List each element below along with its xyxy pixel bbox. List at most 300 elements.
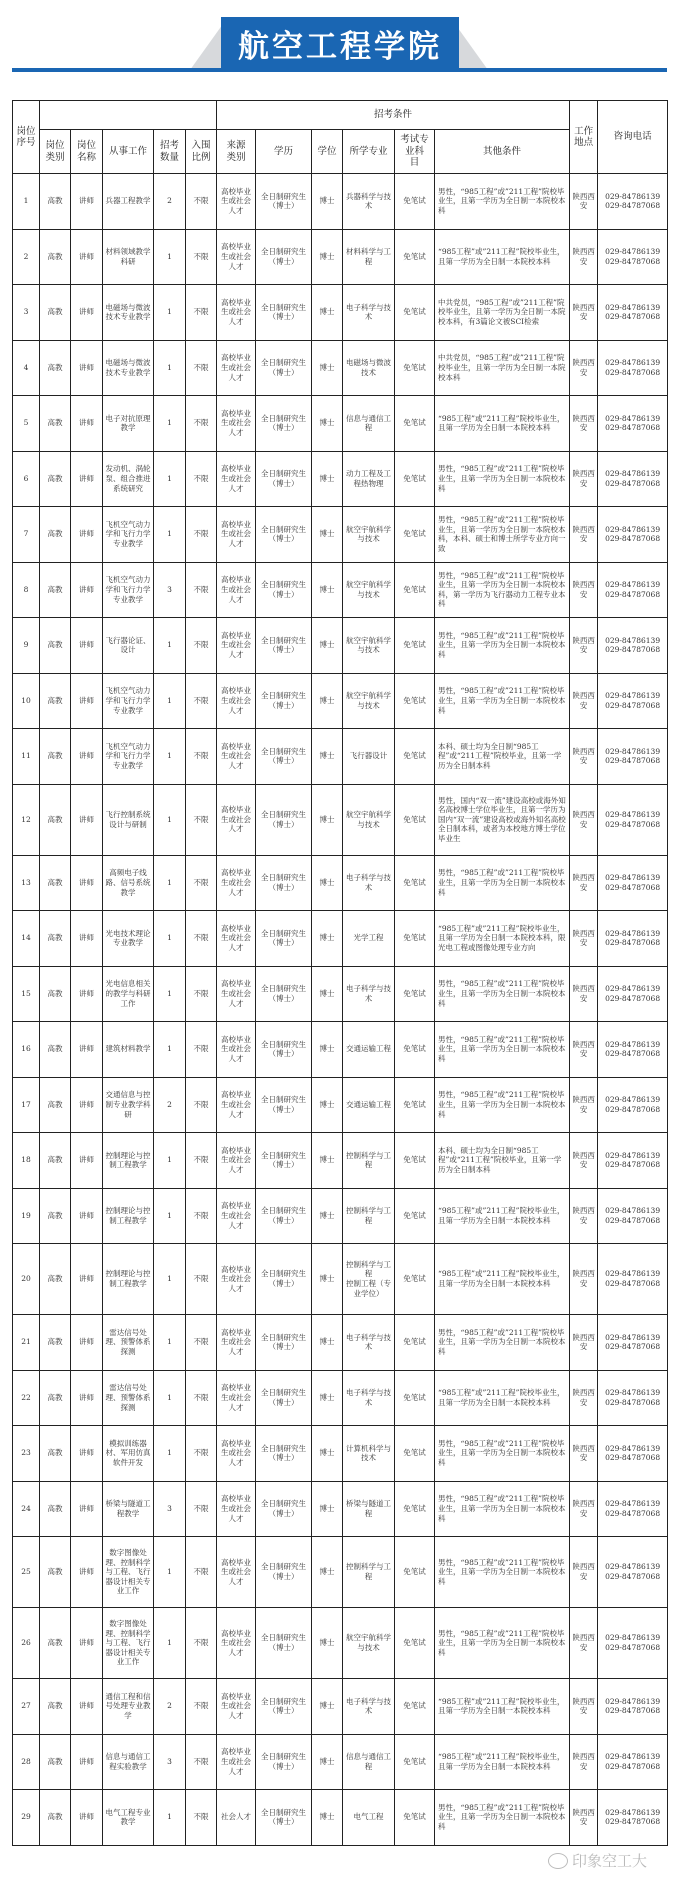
cell-job: 雷达信号处理、预警体系探测	[103, 1315, 154, 1371]
cell-position: 讲师	[71, 1370, 103, 1426]
cell-major: 控制科学与工程	[343, 1188, 395, 1244]
cell-quota: 1	[154, 618, 186, 674]
cell-other: 男性，“985工程”或”211工程”院校毕业生，且第一学历为全日制一本院校本科	[435, 673, 570, 729]
cell-education: 全日制研究生（博士）	[256, 285, 312, 341]
cell-position: 讲师	[71, 784, 103, 855]
cell-ratio: 不限	[186, 1133, 217, 1189]
cell-job: 数字图像处理、控制科学与工程、飞行器设计相关专业工作	[103, 1537, 154, 1608]
cell-major: 飞行器设计	[343, 729, 395, 785]
cell-position: 讲师	[71, 174, 103, 230]
cell-other: “985工程”或”211工程”院校毕业生，且第一学历为全日制一本院校本科	[435, 1734, 570, 1790]
cell-location: 陕西西安	[570, 1022, 598, 1078]
cell-education: 全日制研究生（博士）	[256, 1077, 312, 1133]
cell-ratio: 不限	[186, 1370, 217, 1426]
cell-major: 电子科学与技术	[343, 285, 395, 341]
cell-job: 光电技术理论专业教学	[103, 911, 154, 967]
cell-education: 全日制研究生（博士）	[256, 1370, 312, 1426]
header-degree: 学位	[312, 130, 343, 174]
cell-quota: 1	[154, 1608, 186, 1679]
cell-category: 高教	[40, 1022, 71, 1078]
cell-source: 高校毕业生或社会人才	[217, 1481, 256, 1537]
wechat-icon	[548, 1853, 568, 1869]
cell-job: 飞行控制系统设计与研制	[103, 784, 154, 855]
table-row	[13, 1537, 668, 1608]
cell-ratio: 不限	[186, 855, 217, 911]
cell-job: 电气工程专业教学	[103, 1790, 154, 1846]
cell-ratio: 不限	[186, 1315, 217, 1371]
cell-exam: 免笔试	[395, 1481, 435, 1537]
cell-ratio: 不限	[186, 1244, 217, 1315]
cell-quota: 2	[154, 174, 186, 230]
cell-degree: 博士	[312, 1537, 343, 1608]
cell-degree: 博士	[312, 396, 343, 452]
header-seq: 岗位 序号	[13, 101, 40, 174]
cell-major: 材料科学与工程	[343, 229, 395, 285]
cell-major: 控制科学与工程	[343, 1537, 395, 1608]
cell-exam: 免笔试	[395, 1077, 435, 1133]
cell-major: 计算机科学与技术	[343, 1426, 395, 1482]
table-row	[13, 855, 668, 911]
cell-source: 高校毕业生或社会人才	[217, 855, 256, 911]
cell-category: 高教	[40, 1133, 71, 1189]
cell-degree: 博士	[312, 229, 343, 285]
cell-source: 高校毕业生或社会人才	[217, 507, 256, 563]
cell-other: “985工程”或”211工程”院校毕业生，且第一学历为全日制一本院校本科，限光电工程或图像处理专业方向	[435, 911, 570, 967]
cell-degree: 博士	[312, 340, 343, 396]
cell-seq: 25	[13, 1537, 40, 1608]
cell-source: 高校毕业生或社会人才	[217, 1426, 256, 1482]
cell-exam: 免笔试	[395, 1188, 435, 1244]
cell-seq: 13	[13, 855, 40, 911]
cell-phone: 029-84786139 029-84787068	[598, 729, 668, 785]
cell-phone: 029-84786139 029-84787068	[598, 1188, 668, 1244]
cell-exam: 免笔试	[395, 1022, 435, 1078]
cell-exam: 免笔试	[395, 966, 435, 1022]
cell-job: 控制理论与控制工程教学	[103, 1188, 154, 1244]
cell-category: 高教	[40, 1537, 71, 1608]
cell-other: “985工程”或”211工程”院校毕业生，且第一学历为全日制一本院校本科	[435, 1679, 570, 1735]
cell-other: 男性，“985工程”或”211工程”院校毕业生，且第一学历为全日制一本院校本科，第一学历为飞行器动力工程专业本科	[435, 562, 570, 618]
section-title: 航空工程学院	[221, 17, 459, 70]
cell-location: 陕西西安	[570, 1734, 598, 1790]
cell-ratio: 不限	[186, 1077, 217, 1133]
cell-location: 陕西西安	[570, 1370, 598, 1426]
cell-major: 电子科学与技术	[343, 1370, 395, 1426]
cell-ratio: 不限	[186, 1481, 217, 1537]
cell-position: 讲师	[71, 673, 103, 729]
table-row	[13, 966, 668, 1022]
cell-source: 高校毕业生或社会人才	[217, 1022, 256, 1078]
cell-exam: 免笔试	[395, 340, 435, 396]
cell-phone: 029-84786139 029-84787068	[598, 1370, 668, 1426]
cell-position: 讲师	[71, 340, 103, 396]
table-row	[13, 1734, 668, 1790]
cell-quota: 1	[154, 451, 186, 507]
cell-exam: 免笔试	[395, 618, 435, 674]
cell-major: 航空宇航科学与技术	[343, 507, 395, 563]
cell-phone: 029-84786139 029-84787068	[598, 1133, 668, 1189]
table-row	[13, 1608, 668, 1679]
cell-quota: 1	[154, 911, 186, 967]
cell-position: 讲师	[71, 1188, 103, 1244]
cell-quota: 1	[154, 507, 186, 563]
cell-quota: 1	[154, 1244, 186, 1315]
cell-phone: 029-84786139 029-84787068	[598, 1790, 668, 1846]
cell-job: 建筑材料教学	[103, 1022, 154, 1078]
cell-source: 高校毕业生或社会人才	[217, 1188, 256, 1244]
header-exam: 考试专 业科 目	[395, 130, 435, 174]
cell-ratio: 不限	[186, 229, 217, 285]
cell-ratio: 不限	[186, 285, 217, 341]
cell-ratio: 不限	[186, 507, 217, 563]
cell-job: 电磁场与微波技术专业教学	[103, 340, 154, 396]
cell-location: 陕西西安	[570, 174, 598, 230]
cell-degree: 博士	[312, 1315, 343, 1371]
cell-location: 陕西西安	[570, 1077, 598, 1133]
cell-phone: 029-84786139 029-84787068	[598, 340, 668, 396]
cell-other: 男性，“985工程”或”211工程”院校毕业生，且第一学历为全日制一本院校本科	[435, 1608, 570, 1679]
cell-education: 全日制研究生（博士）	[256, 174, 312, 230]
cell-degree: 博士	[312, 1188, 343, 1244]
cell-seq: 28	[13, 1734, 40, 1790]
cell-degree: 博士	[312, 174, 343, 230]
cell-category: 高教	[40, 1315, 71, 1371]
cell-position: 讲师	[71, 911, 103, 967]
cell-position: 讲师	[71, 1315, 103, 1371]
cell-job: 控制理论与控制工程教学	[103, 1244, 154, 1315]
table-row	[13, 562, 668, 618]
cell-source: 高校毕业生或社会人才	[217, 784, 256, 855]
table-row	[13, 396, 668, 452]
cell-seq: 2	[13, 229, 40, 285]
cell-exam: 免笔试	[395, 1133, 435, 1189]
cell-other: 本科、硕士均为全日制“985工程”或“211工程”院校毕业，且第一学历为全日制本科	[435, 729, 570, 785]
cell-education: 全日制研究生（博士）	[256, 340, 312, 396]
cell-quota: 2	[154, 1077, 186, 1133]
cell-location: 陕西西安	[570, 1244, 598, 1315]
cell-job: 材料领域教学科研	[103, 229, 154, 285]
cell-position: 讲师	[71, 451, 103, 507]
cell-other: 男性，“985工程”或”211工程”院校毕业生，且第一学历为全日制一本院校本科	[435, 1537, 570, 1608]
table-row	[13, 174, 668, 230]
cell-exam: 免笔试	[395, 1608, 435, 1679]
cell-location: 陕西西安	[570, 1315, 598, 1371]
cell-seq: 18	[13, 1133, 40, 1189]
cell-exam: 免笔试	[395, 673, 435, 729]
recruitment-table	[12, 100, 668, 1846]
cell-ratio: 不限	[186, 1188, 217, 1244]
cell-source: 高校毕业生或社会人才	[217, 1537, 256, 1608]
cell-quota: 1	[154, 1315, 186, 1371]
cell-job: 飞机空气动力学和飞行力学专业教学	[103, 673, 154, 729]
cell-category: 高教	[40, 396, 71, 452]
cell-job: 发动机、涡轮泵、组合推进系统研究	[103, 451, 154, 507]
cell-category: 高教	[40, 673, 71, 729]
cell-education: 全日制研究生（博士）	[256, 729, 312, 785]
cell-phone: 029-84786139 029-84787068	[598, 784, 668, 855]
header-major: 所学专业	[343, 130, 395, 174]
cell-exam: 免笔试	[395, 729, 435, 785]
cell-quota: 1	[154, 1133, 186, 1189]
table-row	[13, 285, 668, 341]
cell-education: 全日制研究生（博士）	[256, 1188, 312, 1244]
cell-source: 高校毕业生或社会人才	[217, 562, 256, 618]
cell-degree: 博士	[312, 1790, 343, 1846]
cell-category: 高教	[40, 1790, 71, 1846]
cell-education: 全日制研究生（博士）	[256, 1481, 312, 1537]
cell-quota: 1	[154, 1426, 186, 1482]
cell-position: 讲师	[71, 396, 103, 452]
cell-category: 高教	[40, 340, 71, 396]
cell-position: 讲师	[71, 1426, 103, 1482]
cell-job: 桥梁与隧道工程教学	[103, 1481, 154, 1537]
cell-exam: 免笔试	[395, 1790, 435, 1846]
cell-quota: 1	[154, 396, 186, 452]
cell-seq: 22	[13, 1370, 40, 1426]
cell-job: 飞机空气动力学和飞行力学专业教学	[103, 562, 154, 618]
cell-seq: 24	[13, 1481, 40, 1537]
cell-position: 讲师	[71, 966, 103, 1022]
cell-quota: 2	[154, 1679, 186, 1735]
cell-job: 飞行器论证、设计	[103, 618, 154, 674]
cell-major: 电气工程	[343, 1790, 395, 1846]
cell-phone: 029-84786139 029-84787068	[598, 1244, 668, 1315]
cell-job: 飞机空气动力学和飞行力学专业教学	[103, 507, 154, 563]
cell-location: 陕西西安	[570, 229, 598, 285]
table-row	[13, 729, 668, 785]
cell-location: 陕西西安	[570, 1481, 598, 1537]
cell-quota: 1	[154, 1790, 186, 1846]
cell-other: 男性，“985工程”或”211工程”院校毕业生，且第一学历为全日制一本院校本科	[435, 1481, 570, 1537]
cell-job: 雷达信号处理、预警体系探测	[103, 1370, 154, 1426]
cell-degree: 博士	[312, 1244, 343, 1315]
banner-underline	[12, 68, 667, 72]
cell-category: 高教	[40, 784, 71, 855]
cell-education: 全日制研究生（博士）	[256, 1244, 312, 1315]
cell-degree: 博士	[312, 1133, 343, 1189]
cell-exam: 免笔试	[395, 1426, 435, 1482]
cell-degree: 博士	[312, 1077, 343, 1133]
cell-education: 全日制研究生（博士）	[256, 507, 312, 563]
cell-phone: 029-84786139 029-84787068	[598, 911, 668, 967]
cell-major: 信息与通信工程	[343, 396, 395, 452]
cell-category: 高教	[40, 1679, 71, 1735]
cell-seq: 10	[13, 673, 40, 729]
cell-source: 高校毕业生或社会人才	[217, 729, 256, 785]
header-other: 其他条件	[435, 130, 570, 174]
cell-major: 桥梁与隧道工程	[343, 1481, 395, 1537]
cell-source: 社会人才	[217, 1790, 256, 1846]
section-banner	[0, 0, 677, 75]
cell-location: 陕西西安	[570, 1679, 598, 1735]
cell-job: 兵器工程教学	[103, 174, 154, 230]
cell-phone: 029-84786139 029-84787068	[598, 618, 668, 674]
cell-job: 电磁场与微波技术专业教学	[103, 285, 154, 341]
cell-source: 高校毕业生或社会人才	[217, 673, 256, 729]
cell-other: 本科、硕士均为全日制“985工程”或“211工程”院校毕业，且第一学历为全日制本科	[435, 1133, 570, 1189]
cell-category: 高教	[40, 1077, 71, 1133]
cell-phone: 029-84786139 029-84787068	[598, 1077, 668, 1133]
cell-position: 讲师	[71, 285, 103, 341]
cell-seq: 7	[13, 507, 40, 563]
cell-exam: 免笔试	[395, 562, 435, 618]
cell-other: “985工程”或”211工程”院校毕业生，且第一学历为全日制一本院校本科	[435, 1370, 570, 1426]
cell-location: 陕西西安	[570, 1608, 598, 1679]
watermark-text: 印象空工大	[572, 1852, 648, 1870]
cell-other: 男性，国内“双一流”建设高校或海外知名高校博士学位毕业生，且第一学历为国内“双一流”建设高校或海外知名高校全日制本科，或者为本校地方博士学位毕业生	[435, 784, 570, 855]
table-row	[13, 1679, 668, 1735]
cell-ratio: 不限	[186, 911, 217, 967]
cell-quota: 1	[154, 340, 186, 396]
cell-position: 讲师	[71, 229, 103, 285]
cell-category: 高教	[40, 1188, 71, 1244]
cell-position: 讲师	[71, 1679, 103, 1735]
cell-major: 航空宇航科学与技术	[343, 618, 395, 674]
cell-seq: 15	[13, 966, 40, 1022]
cell-location: 陕西西安	[570, 562, 598, 618]
cell-seq: 12	[13, 784, 40, 855]
cell-degree: 博士	[312, 507, 343, 563]
cell-category: 高教	[40, 229, 71, 285]
cell-job: 光电信息相关的教学与科研工作	[103, 966, 154, 1022]
cell-source: 高校毕业生或社会人才	[217, 1077, 256, 1133]
cell-category: 高教	[40, 911, 71, 967]
cell-seq: 14	[13, 911, 40, 967]
cell-source: 高校毕业生或社会人才	[217, 1608, 256, 1679]
cell-category: 高教	[40, 966, 71, 1022]
cell-job: 信息与通信工程实验教学	[103, 1734, 154, 1790]
cell-other: 男性，“985工程”或”211工程”院校毕业生，且第一学历为全日制一本院校本科	[435, 1315, 570, 1371]
table-row	[13, 911, 668, 967]
header-blank	[40, 101, 217, 130]
cell-other: 男性，“985工程”或”211工程”院校毕业生，且第一学历为全日制一本院校本科	[435, 855, 570, 911]
cell-other: “985工程”或”211工程”院校毕业生，且第一学历为全日制一本院校本科	[435, 1188, 570, 1244]
cell-category: 高教	[40, 729, 71, 785]
cell-ratio: 不限	[186, 1679, 217, 1735]
cell-phone: 029-84786139 029-84787068	[598, 396, 668, 452]
cell-phone: 029-84786139 029-84787068	[598, 1537, 668, 1608]
cell-major: 航空宇航科学与技术	[343, 784, 395, 855]
cell-job: 电子对抗原理教学	[103, 396, 154, 452]
table-row	[13, 507, 668, 563]
cell-education: 全日制研究生（博士）	[256, 1537, 312, 1608]
cell-source: 高校毕业生或社会人才	[217, 1315, 256, 1371]
cell-degree: 博士	[312, 729, 343, 785]
cell-degree: 博士	[312, 966, 343, 1022]
cell-category: 高教	[40, 174, 71, 230]
cell-position: 讲师	[71, 1537, 103, 1608]
table-row	[13, 1426, 668, 1482]
cell-seq: 21	[13, 1315, 40, 1371]
cell-phone: 029-84786139 029-84787068	[598, 966, 668, 1022]
cell-other: 男性，“985工程”或”211工程”院校毕业生，且第一学历为全日制一本院校本科，本科、硕士和博士所学专业方向一致	[435, 507, 570, 563]
cell-degree: 博士	[312, 1370, 343, 1426]
cell-ratio: 不限	[186, 673, 217, 729]
cell-degree: 博士	[312, 451, 343, 507]
cell-category: 高教	[40, 507, 71, 563]
cell-quota: 1	[154, 729, 186, 785]
cell-phone: 029-84786139 029-84787068	[598, 507, 668, 563]
cell-degree: 博士	[312, 784, 343, 855]
cell-education: 全日制研究生（博士）	[256, 1734, 312, 1790]
cell-seq: 26	[13, 1608, 40, 1679]
cell-source: 高校毕业生或社会人才	[217, 966, 256, 1022]
cell-category: 高教	[40, 562, 71, 618]
cell-seq: 20	[13, 1244, 40, 1315]
cell-quota: 1	[154, 229, 186, 285]
cell-location: 陕西西安	[570, 507, 598, 563]
cell-position: 讲师	[71, 1077, 103, 1133]
cell-category: 高教	[40, 855, 71, 911]
cell-degree: 博士	[312, 855, 343, 911]
cell-seq: 6	[13, 451, 40, 507]
header-category: 岗位 类别	[40, 130, 71, 174]
cell-education: 全日制研究生（博士）	[256, 673, 312, 729]
cell-exam: 免笔试	[395, 855, 435, 911]
cell-major: 电磁场与微波技术	[343, 340, 395, 396]
header-job: 从事工作	[103, 130, 154, 174]
cell-phone: 029-84786139 029-84787068	[598, 229, 668, 285]
cell-ratio: 不限	[186, 618, 217, 674]
cell-phone: 029-84786139 029-84787068	[598, 1022, 668, 1078]
cell-quota: 3	[154, 1734, 186, 1790]
cell-job: 交通信息与控制专业教学科研	[103, 1077, 154, 1133]
cell-quota: 1	[154, 1370, 186, 1426]
cell-other: 中共党员，“985工程”或”211工程”院校毕业生，且第一学历为全日制一本院校本科	[435, 340, 570, 396]
cell-other: 中共党员，“985工程”或”211工程”院校毕业生，且第一学历为全日制一本院校本科，有3篇论文被SCI检索	[435, 285, 570, 341]
cell-degree: 博士	[312, 1608, 343, 1679]
cell-major: 交通运输工程	[343, 1077, 395, 1133]
cell-phone: 029-84786139 029-84787068	[598, 1315, 668, 1371]
cell-quota: 1	[154, 1537, 186, 1608]
cell-degree: 博士	[312, 1734, 343, 1790]
cell-location: 陕西西安	[570, 911, 598, 967]
table-row	[13, 1244, 668, 1315]
table-row	[13, 618, 668, 674]
table-row	[13, 673, 668, 729]
cell-major: 航空宇航科学与技术	[343, 673, 395, 729]
cell-position: 讲师	[71, 618, 103, 674]
table-row	[13, 229, 668, 285]
cell-category: 高教	[40, 1426, 71, 1482]
cell-ratio: 不限	[186, 1790, 217, 1846]
cell-education: 全日制研究生（博士）	[256, 911, 312, 967]
cell-ratio: 不限	[186, 396, 217, 452]
cell-ratio: 不限	[186, 1426, 217, 1482]
cell-phone: 029-84786139 029-84787068	[598, 562, 668, 618]
cell-exam: 免笔试	[395, 1734, 435, 1790]
cell-major: 控制科学与工程	[343, 1133, 395, 1189]
cell-location: 陕西西安	[570, 340, 598, 396]
cell-position: 讲师	[71, 1244, 103, 1315]
cell-phone: 029-84786139 029-84787068	[598, 1426, 668, 1482]
cell-degree: 博士	[312, 1022, 343, 1078]
cell-education: 全日制研究生（博士）	[256, 1022, 312, 1078]
cell-exam: 免笔试	[395, 911, 435, 967]
cell-source: 高校毕业生或社会人才	[217, 1133, 256, 1189]
cell-degree: 博士	[312, 618, 343, 674]
cell-education: 全日制研究生（博士）	[256, 1426, 312, 1482]
cell-phone: 029-84786139 029-84787068	[598, 1608, 668, 1679]
cell-location: 陕西西安	[570, 451, 598, 507]
cell-phone: 029-84786139 029-84787068	[598, 285, 668, 341]
cell-category: 高教	[40, 1481, 71, 1537]
cell-job: 通信工程和信号处理专业教学	[103, 1679, 154, 1735]
cell-position: 讲师	[71, 562, 103, 618]
header-source: 来源 类别	[217, 130, 256, 174]
cell-job: 模拟训练器材、军用仿真软件开发	[103, 1426, 154, 1482]
cell-degree: 博士	[312, 562, 343, 618]
